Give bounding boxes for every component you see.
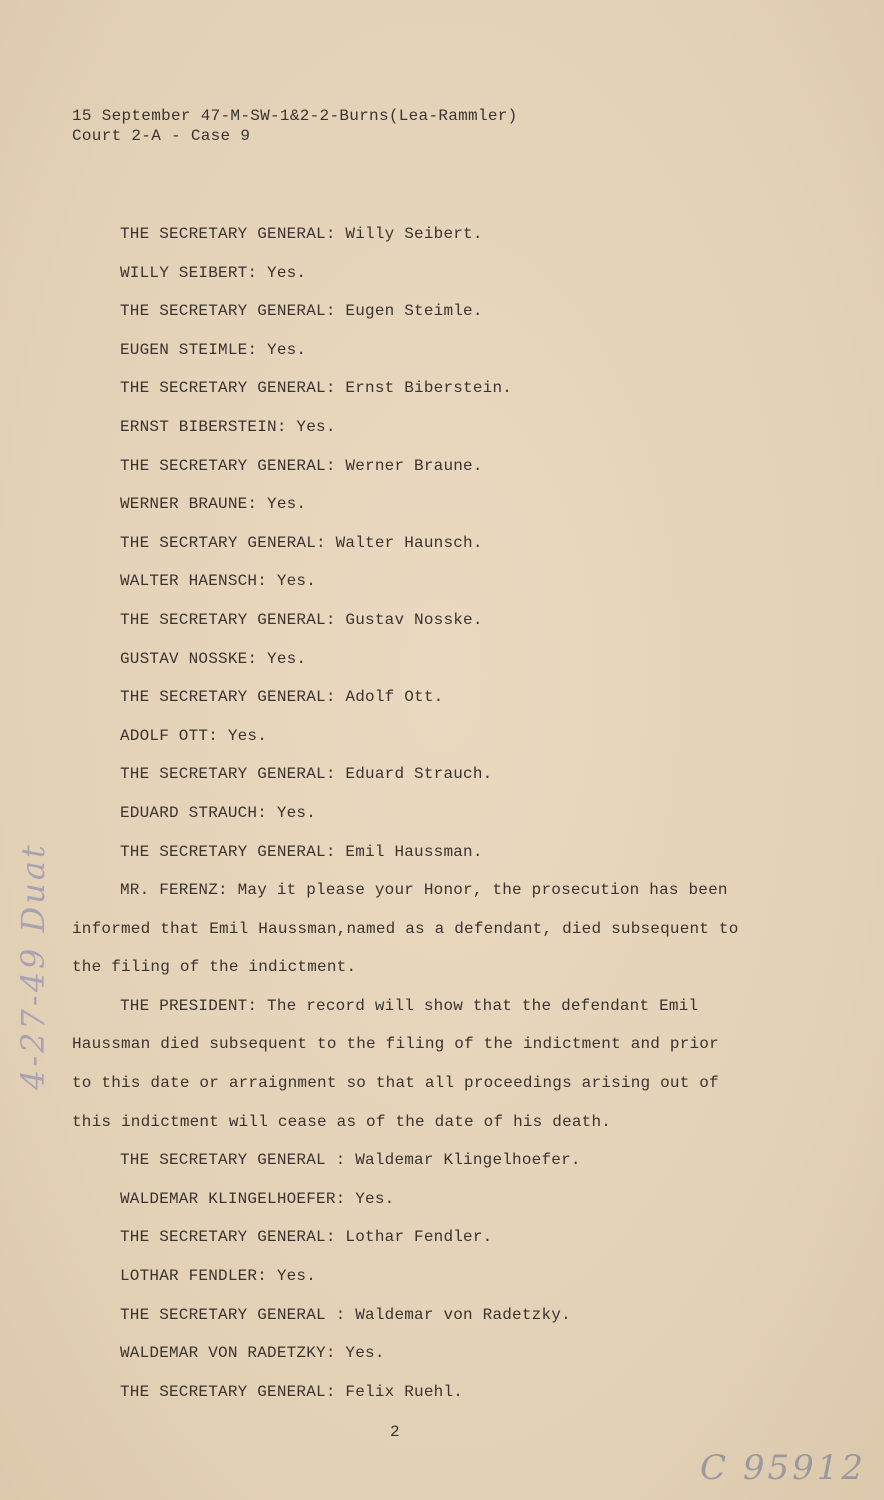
archive-stamp: C 95912: [700, 1448, 866, 1488]
transcript-line: GUSTAV NOSSKE: Yes.: [120, 649, 307, 668]
transcript-line: WALDEMAR VON RADETZKY: Yes.: [120, 1344, 385, 1363]
transcript-line: THE SECRTARY GENERAL: Walter Haunsch.: [120, 533, 483, 552]
transcript-line: WERNER BRAUNE: Yes.: [120, 495, 307, 514]
transcript-line: THE SECRETARY GENERAL: Gustav Nosske.: [120, 610, 483, 629]
transcript-line: the filing of the indictment.: [72, 958, 357, 977]
transcript-line: THE SECRETARY GENERAL: Ernst Biberstein.: [120, 379, 513, 398]
header-line-1: 15 September 47-M-SW-1&2-2-Burns(Lea-Rammler): [72, 107, 518, 125]
transcript-line: EDUARD STRAUCH: Yes.: [120, 803, 317, 822]
transcript-line: THE SECRETARY GENERAL: Lothar Fendler.: [120, 1228, 493, 1247]
transcript-line: THE SECRETARY GENERAL: Emil Haussman.: [120, 842, 483, 861]
handwritten-margin-note: 4-27-49 Duat: [14, 842, 52, 1090]
transcript-line: this indictment will cease as of the date of his death.: [72, 1112, 612, 1131]
transcript-line: THE SECRETARY GENERAL : Waldemar Klingelhoefer.: [120, 1151, 581, 1170]
page-number: 2: [390, 1423, 400, 1441]
transcript-line: EUGEN STEIMLE: Yes.: [120, 340, 307, 359]
transcript-line: ADOLF OTT: Yes.: [120, 726, 268, 745]
transcript-line: MR. FERENZ: May it please your Honor, the prosecution has been: [120, 881, 728, 900]
transcript-line: THE SECRETARY GENERAL: Felix Ruehl.: [120, 1382, 464, 1401]
transcript-line: to this date or arraignment so that all proceedings arising out of: [72, 1074, 719, 1093]
transcript-line: THE SECRETARY GENERAL : Waldemar von Radetzky.: [120, 1305, 571, 1324]
transcript-line: THE SECRETARY GENERAL: Eugen Steimle.: [120, 302, 483, 321]
transcript-line: LOTHAR FENDLER: Yes.: [120, 1267, 317, 1286]
transcript-line: informed that Emil Haussman,named as a defendant, died subsequent to: [72, 919, 739, 938]
transcript-line: WALTER HAENSCH: Yes.: [120, 572, 317, 591]
transcript-line: THE PRESIDENT: The record will show that the defendant Emil: [120, 996, 699, 1015]
transcript-line: THE SECRETARY GENERAL: Adolf Ott.: [120, 688, 444, 707]
transcript-line: THE SECRETARY GENERAL: Eduard Strauch.: [120, 765, 493, 784]
transcript-line: THE SECRETARY GENERAL: Werner Braune.: [120, 456, 483, 475]
transcript-line: THE SECRETARY GENERAL: Willy Seibert.: [120, 225, 483, 243]
transcript-body: [72, 222, 739, 1418]
transcript-line: WALDEMAR KLINGELHOEFER: Yes.: [120, 1189, 395, 1208]
document-header: [72, 106, 518, 146]
transcript-line: ERNST BIBERSTEIN: Yes.: [120, 417, 336, 436]
transcript-line: Haussman died subsequent to the filing of the indictment and prior: [72, 1035, 719, 1054]
header-line-2: Court 2-A - Case 9: [72, 127, 251, 145]
transcript-line: WILLY SEIBERT: Yes.: [120, 263, 307, 282]
